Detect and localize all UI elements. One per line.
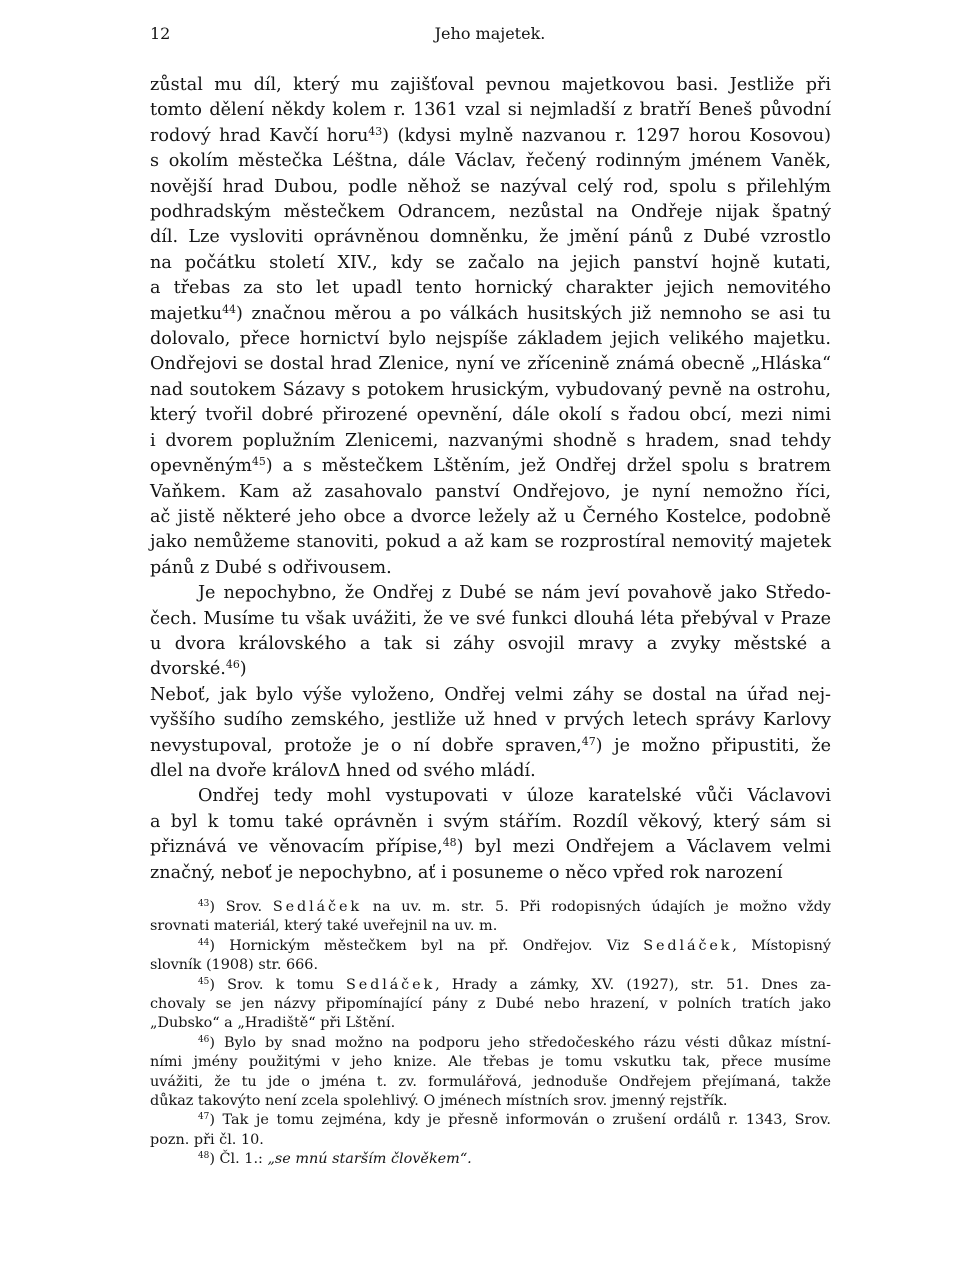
footnote-line: [150, 1053, 831, 1072]
note-reference: 48: [198, 1151, 210, 1162]
text-line: [150, 327, 831, 352]
text-run: ) Bylo by snad možno na podporu jeho středočeského rázu vésti důkaz místní-: [209, 1034, 831, 1051]
text-line: [150, 581, 831, 606]
note-reference: 47: [198, 1112, 210, 1123]
text-run: novější hrad Dubou, podle něhož se nazýval celý rod, spolu s přilehlým: [150, 176, 831, 197]
note-reference: 47: [581, 734, 596, 748]
note-reference: 44: [198, 937, 210, 948]
text-run: čech. Musíme tu však uvážiti, že ve své funkci dlouhá léta přebýval v Praze: [150, 608, 831, 629]
footnote-line: [150, 937, 831, 956]
text-run: opevněným: [150, 456, 252, 477]
text-line: [150, 378, 831, 403]
footnote-line: [150, 956, 831, 975]
author-name: Sedláček: [272, 899, 362, 915]
text-line: [150, 429, 831, 454]
text-run: pánů z Dubé s odřivousem.: [150, 557, 392, 578]
text-run: „Dubsko“ a „Hradiště“ při Lštění.: [150, 1015, 396, 1032]
text-run: ) a s městečkem Lštěním, jež Ondřej držel spolu s bratrem: [265, 456, 831, 477]
text-line: [150, 835, 831, 860]
text-run: u dvora královského a tak si záhy osvojil mravy a zvyky městské a dvorské.: [150, 633, 831, 680]
footnote-line: [150, 917, 831, 936]
footnote-line: [150, 995, 831, 1014]
text-line: [150, 403, 831, 428]
text-run: a byl k tomu také oprávněn i svým stářím. Rozdíl věkový, který sám si: [150, 811, 831, 832]
note-reference: 45: [198, 976, 210, 987]
text-run: majetku: [150, 303, 223, 324]
text-run: Ondřejovi se dostal hrad Zlenice, nyní ve zřícenině známá obecně „Hláska“: [150, 354, 831, 375]
footnotes: [150, 898, 831, 1170]
text-run: ): [239, 659, 247, 680]
note-reference: 48: [442, 836, 457, 850]
footnote-line: [150, 1111, 831, 1130]
text-run: vyššího sudího zemského, jestliže už hned v prvých letech správy Karlovy: [150, 710, 831, 731]
text-line: [150, 505, 831, 530]
text-line: [150, 276, 831, 301]
text-run: tomto dělení někdy kolem r. 1361 vzal si nejmladší z bratří Beneš původní: [150, 100, 831, 121]
text-run: který tvořil dobré přirozené opevnění, dále okolí s řadou obcí, mezi nimi: [150, 405, 831, 426]
running-title: Jeho majetek.: [434, 24, 546, 43]
page-header: [150, 24, 830, 48]
footnote-line: [150, 1131, 831, 1150]
text-line: [150, 861, 831, 886]
text-run: ) je možno připustiti, že: [595, 735, 831, 756]
text-run: důkaz takovýto není zcela spolehlivý. O jménech místních srov. jmenný rejstřík.: [150, 1093, 728, 1110]
text-run: ač jistě některé jeho obce a dvorce ležely až u Černého Kostelce, podobně: [150, 506, 831, 527]
text-run: značný, neboť je nepochybno, ať i posuneme o něco vpřed rok narození: [150, 862, 783, 883]
note-reference: 46: [198, 1034, 210, 1045]
footnote-line: [150, 1073, 831, 1092]
text-run: , Místopisný: [732, 937, 832, 954]
note-reference: 46: [225, 658, 240, 672]
body-text: [150, 73, 831, 886]
text-line: [150, 175, 831, 200]
text-run: Je nepochybno, že Ondřej z Dubé se nám jeví povahově jako Středo-: [198, 583, 831, 604]
text-run: nevystupoval, protože je o ní dobře spraven,: [150, 735, 582, 756]
text-run: zůstal mu díl, který mu zajišťoval pevnou majetkovou basi. Jestliže při: [150, 75, 831, 95]
text-run: „se mnú starším člověkem“.: [267, 1151, 472, 1168]
text-line: [150, 784, 831, 809]
footnote-line: [150, 1014, 831, 1033]
text-line: [150, 302, 831, 327]
text-run: slovník (1908) str. 666.: [150, 957, 319, 974]
text-line: [150, 632, 831, 683]
text-run: jako nemůžeme stanoviti, pokud a až kam se rozprostíral nemovitý majetek: [150, 532, 831, 553]
text-line: [150, 734, 831, 759]
text-line: [150, 683, 831, 708]
footnote-line: [150, 976, 831, 995]
text-run: srovnati materiál, který také uveřejnil na uv. m.: [150, 918, 498, 935]
text-run: ) Čl. 1.:: [209, 1151, 268, 1168]
footnote-line: [150, 898, 831, 917]
text-line: [150, 149, 831, 174]
text-run: na počátku století XIV., kdy se začalo na jejich panství hojně kutati,: [150, 252, 831, 273]
text-run: ) Srov.: [209, 899, 273, 915]
text-line: [150, 810, 831, 835]
author-name: Sedláček: [643, 937, 733, 954]
note-reference: 43: [198, 899, 210, 910]
text-run: ) Tak je tomu zejména, kdy je přesně informován o zrušení ordálů r. 1343, Srov.: [209, 1112, 831, 1129]
text-run: dlel na dvoře královΔ hned od svého mládí.: [150, 760, 536, 781]
text-line: [150, 454, 831, 479]
text-run: na uv. m. str. 5. Při rodopisných údajích je možno vždy: [361, 899, 831, 915]
text-run: rodový hrad Kavčí horu: [150, 125, 369, 146]
text-run: Vaňkem. Kam až zasahovalo panství Ondřejovo, je nyní nemožno říci,: [150, 481, 831, 502]
text-line: [150, 200, 831, 225]
text-run: ) (kdysi mylně nazvanou r. 1297 horou Kosovou): [382, 125, 831, 146]
note-reference: 44: [222, 302, 236, 316]
text-run: uvážiti, že tu jde o jména t. zv. formulářová, jednoduše Ondřejem přejímaná, takže: [150, 1073, 831, 1090]
footnote-line: [150, 1150, 831, 1169]
text-line: [150, 352, 831, 377]
text-run: s okolím městečka Léštna, dále Václav, řečený rodinným jménem Vaněk,: [150, 151, 831, 172]
note-reference: 45: [251, 455, 266, 469]
text-line: [150, 225, 831, 250]
text-run: podhradským městečkem Odrancem, nezůstal na Ondřeje nijak špatný: [150, 202, 831, 223]
text-run: chovaly se jen názvy připomínající pány z Dubé nebo hrazení, v polních tratích jako: [150, 996, 831, 1013]
text-line: [150, 98, 831, 123]
text-run: Neboť, jak bylo výše vyloženo, Ondřej velmi záhy se dostal na úřad nej-: [150, 684, 831, 705]
text-run: ními jmény použitými v jeho knize. Ale třebas je tomu vskutku tak, přece musíme: [150, 1054, 831, 1071]
page-number: 12: [150, 24, 171, 43]
text-run: ) byl mezi Ondřejem a Václavem velmi: [456, 837, 831, 858]
text-run: , Hrady a zámky, XV. (1927), str. 51. Dnes za-: [435, 976, 832, 993]
text-line: [150, 708, 831, 733]
text-line: [150, 251, 831, 276]
footnote-line: [150, 1092, 831, 1111]
text-line: [150, 530, 831, 555]
text-run: i dvorem poplužním Zlenicemi, nazvanými shodně s hradem, snad tehdy: [150, 430, 831, 451]
text-line: [150, 124, 831, 149]
text-run: přiznává ve věnovacím přípise,: [150, 837, 443, 858]
text-line: [150, 73, 831, 98]
text-run: ) Srov. k tomu: [209, 976, 347, 993]
text-run: a třebas za sto let upadl tento hornický charakter jejich nemovitého: [150, 278, 831, 299]
text-run: nad soutokem Sázavy s potokem hrusickým, vybudovaný pevně na ostrohu,: [150, 379, 831, 400]
text-run: ) Hornickým městečkem byl na př. Ondřejov. Viz: [209, 937, 644, 954]
text-line: [150, 556, 831, 581]
text-line: [150, 759, 831, 784]
text-run: díl. Lze vysloviti oprávněnou domněnku, že jmění pánů z Dubé vzrostlo: [150, 227, 831, 248]
text-run: pozn. při čl. 10.: [150, 1131, 264, 1148]
footnote-line: [150, 1034, 831, 1053]
text-run: Ondřej tedy mohl vystupovati v úloze karatelské vůči Václavovi: [198, 786, 831, 807]
text-line: [150, 607, 831, 632]
note-reference: 43: [368, 124, 383, 138]
author-name: Sedláček: [346, 976, 436, 993]
text-run: dolovalo, přece hornictví bylo nejspíše základem jejich velikého majetku.: [150, 329, 831, 350]
text-run: ) značnou měrou a po válkách husitských již nemnoho se asi tu: [236, 303, 831, 324]
text-line: [150, 480, 831, 505]
